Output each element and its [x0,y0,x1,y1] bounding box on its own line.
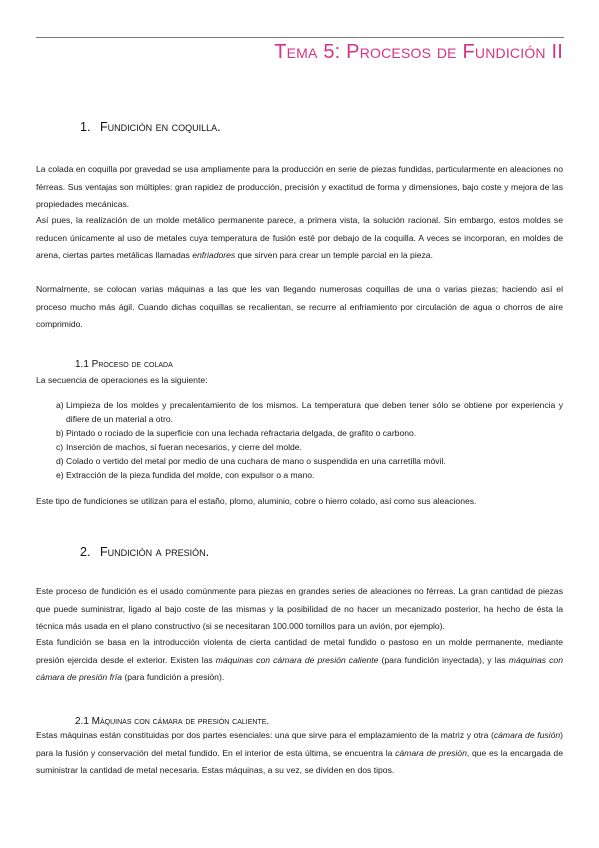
list-item [36,426,563,440]
paragraph-s1-1: La colada en coquilla por gravedad se usa ampliamente para la producción en serie de piezas fundidas, particularmente en aleaciones no férreas. Sus ventajas son múltiples: gran rapidez de producción, precisión y exactitud de forma y dimensiones, bajo coste y mejora de las propiedades mecánicas. [36,164,563,210]
list-item [36,468,563,482]
paragraph-s2-1-1-text-c: , que es la encargada de suministrar la cantidad de metal necesaria. Estas máquinas, a su vez, se dividen en dos tipos. [36,747,563,776]
list-item-letter: d) [56,456,64,466]
operations-list [36,398,563,482]
paragraph-s2-1-1 [36,727,563,780]
paragraph-s1-2 [36,212,563,265]
paragraph-s2-2-text-c: (para fundición a presión). [121,672,225,683]
page-title: Tema 5: Procesos de Fundición II [274,41,563,63]
term-camara-presion: cámara de presión [395,747,467,758]
list-item-letter: a) [56,400,64,410]
list-item-text: Colado o vertido del metal por medio de una cuchara de mano o suspendida en una carretilla móvil. [66,456,446,466]
list-item-letter: e) [56,470,64,480]
paragraph-s2-2-text-b: (para fundición inyectada), y las [378,654,509,665]
paragraph-s2-2-text-a: Esta fundición se basa en la introducción violenta de cierta cantidad de metal fundido o pastoso en un molde permanente, mediante presión ejercida desde el exterior. Existen las [36,637,563,665]
paragraph-s1-2-text-a: Así pues, la realización de un molde metálico permanente parece, a primera vista, la solución racional. Sin embargo, estos moldes se reducen únicamente al uso de metales cuya temperatura de fusión esté por debajo de la coquilla. A veces se incorporan, en moldes de arena, ciertas partes metálicas llamadas [36,215,563,261]
section-heading-1 [80,120,221,134]
list-item-text: Inserción de machos, si fueran necesarios, y cierre del molde. [66,442,302,452]
paragraph-s1-3: Normalmente, se colocan varias máquinas a las que les van llegando numerosas coquillas de una o varias piezas; haciendo así el proceso mucho más ágil. Cuando dichas coquillas se recalientan, se recurre al enfriamiento por circulación de agua o chorros de aire comprimido. [36,284,563,330]
term-camara-fusion: cámara de fusión [493,730,561,740]
list-item [36,398,563,426]
list-item-letter: b) [56,428,64,438]
section-number-1: 1. [80,120,91,134]
term-camara-caliente: máquinas con cámara de presión caliente [215,654,379,665]
subsection-heading-2-1: 2.1 Máquinas con cámara de presión caliente. [75,716,270,727]
list-intro: La secuencia de operaciones es la siguiente: [36,375,208,385]
list-item [36,454,563,468]
paragraph-s2-1-1-text-b: ) para la fusión y conservación del metal fundido. En el interior de esta última, se encuentra la [36,730,563,758]
list-item [36,440,563,454]
list-item-text: Extracción de la pieza fundida del molde, con expulsor o a mano. [66,470,315,480]
list-item-letter: c) [56,442,64,452]
paragraph-s2-1: Este proceso de fundición es el usado comúnmente para piezas en grandes series de aleaciones no férreas. La gran cantidad de piezas que puede suministrar, ligado al bajo coste de las mismas y la posibilidad de no hacer un mecanizado posterior, ha hecho de ésta la técnica más usada en el plano constructivo (si se necesitaran 100.000 tornillos para un avión, por ejemplo). [36,586,563,632]
section-number-2: 2. [80,545,91,559]
paragraph-s1-2-text-b: que sirven para crear un temple parcial en la pieza. [235,250,433,261]
paragraph-s1-closing: Este tipo de fundiciones se utilizan para el estaño, plomo, aluminio, cobre o hierro colado, así como sus aleaciones. [36,496,477,506]
paragraph-s2-2 [36,634,563,687]
list-item-text: Pintado o rociado de la superficie con una lechada refractaria delgada, de grafito o carbono. [66,428,417,438]
header-rule [36,37,564,38]
term-camara-fria: máquinas con cámara de presión fría [36,654,563,683]
list-item-text: Limpieza de los moldes y precalentamiento de los mismos. La temperatura que deben tener sólo se obtiene por experiencia y difiere de un material a otro. [66,400,563,424]
paragraph-s2-1-1-text-a: Estas máquinas están constituidas por dos partes esenciales: una que sirve para el emplazamiento de la matriz y otra ( [36,730,494,740]
section-heading-2 [80,545,209,559]
subsection-heading-1-1: 1.1 Proceso de colada [75,359,173,370]
section-title-1: Fundición en coquilla. [100,120,221,134]
term-enfriadores: enfriadores [192,250,236,261]
section-title-2: Fundición a presión. [100,545,210,559]
